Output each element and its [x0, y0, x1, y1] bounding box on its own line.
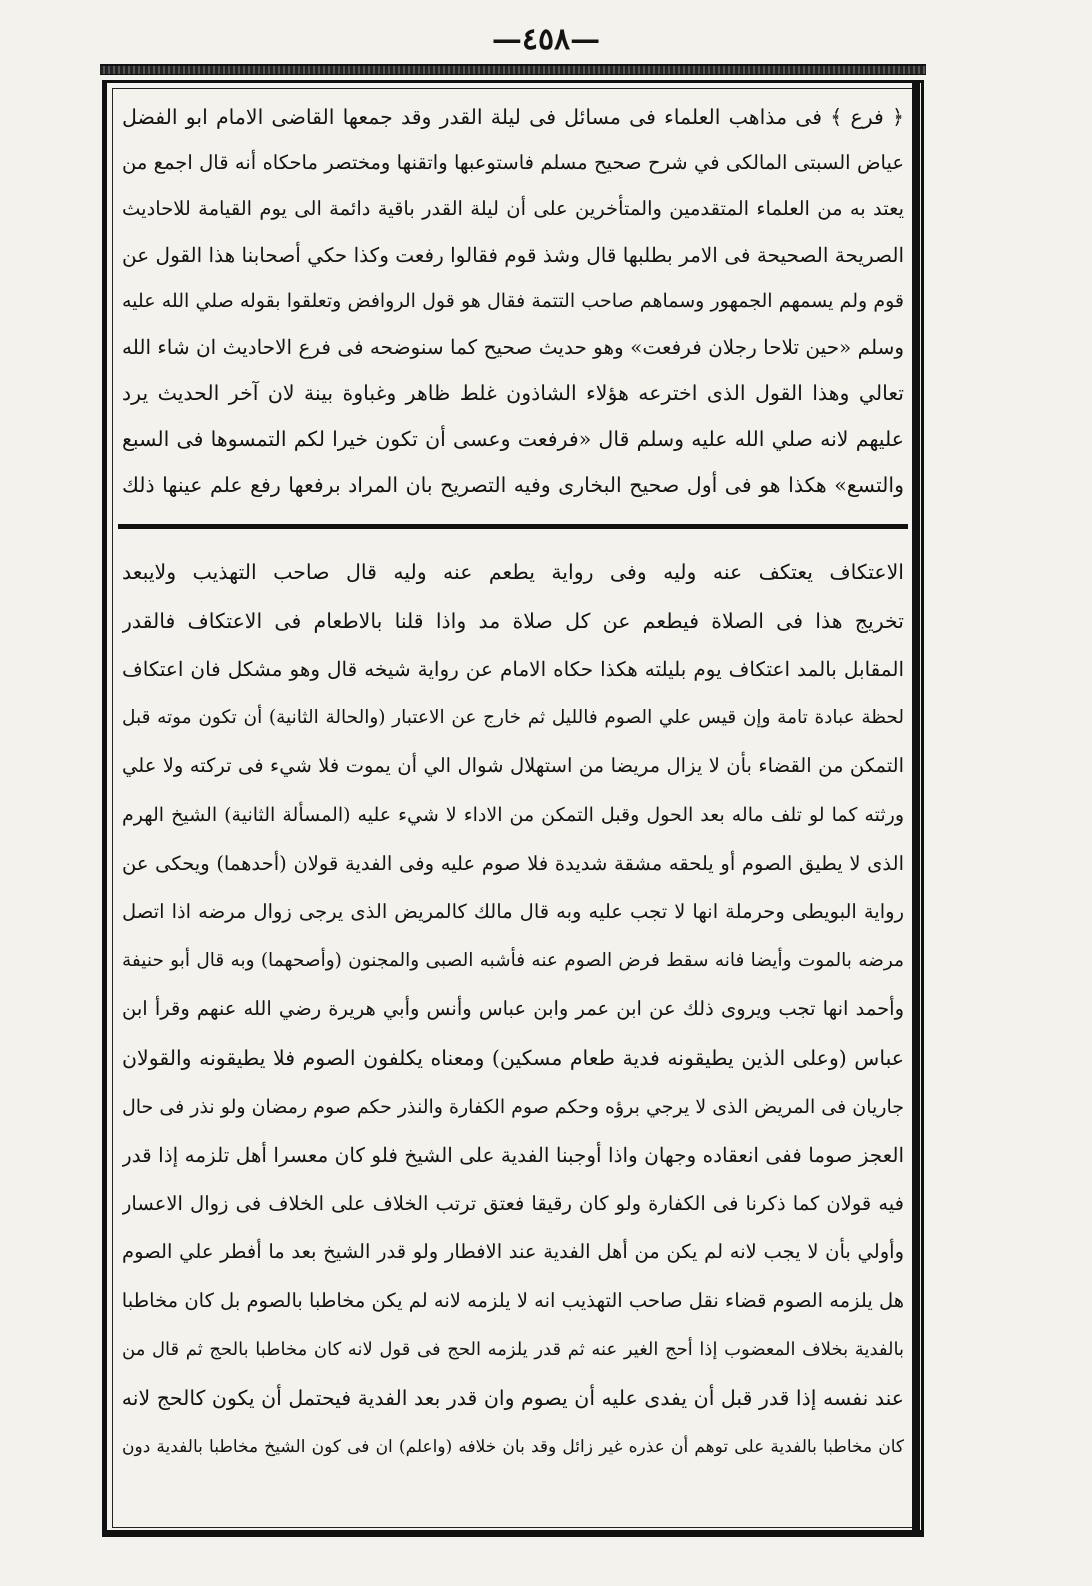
main-text-line: هل يلزمه الصوم قضاء نقل صاحب التهذيب انه لا يلزمه لانه لم يكن مخاطبا بالصوم بل كان مخاطبا: [122, 1288, 904, 1312]
footnote-line: الصريحة الصحيحة فى الامر بطلبها قال وشذ قوم فقالوا رفعت وكذا حكي أصحابنا هذا القول عن: [122, 243, 904, 267]
main-text-line: وأولي بأن لا يجب لانه لم يكن من أهل الفدية عند الافطار ولو قدر الشيخ بعد ما أفطر علي الصوم: [122, 1240, 904, 1264]
main-text-line: رواية البويطى وحرملة انها لا تجب عليه وبه قال مالك كالمريض الذى يرجى زوال مرضه اذا اتصل: [122, 900, 904, 924]
main-text-line: العجز صوما ففى انعقاده وجهان واذا أوجبنا الفدية على الشيخ فلو كان معسرا أهل تلزمه إذا قدر: [122, 1143, 904, 1168]
main-text-line: جاريان فى المريض الذى لا يرجي برؤه وحكم صوم الكفارة والنذر حكم صوم رمضان ولو نذر فى حال: [122, 1095, 904, 1118]
frame-bottom-bar: [102, 1530, 924, 1537]
main-text-line: فيه قولان كما ذكرنا فى الكفارة ولو كان رقيقا فعتق ترتب الخلاف على الخلاف فى زوال الاعسار: [122, 1191, 904, 1215]
page-number: —٤٥٨—: [491, 22, 601, 57]
footnote-line: يعتد به من العلماء المتقدمين والمتأخرين على أن ليلة القدر باقية دائمة الى يوم القيامة للاحاديث: [122, 197, 904, 220]
section-divider: [118, 524, 908, 529]
frame-left-bar: [102, 80, 107, 1536]
main-text-line: تخريج هذا فى الصلاة فيطعم عن كل صلاة مد واذا قلنا بالاطعام فى الاعتكاف فالقدر: [122, 608, 904, 633]
main-text-line: عباس (وعلى الذين يطيقونه فدية طعام مسكين) ومعناه يكلفون الصوم فلا يطيقونه والقولان: [122, 1045, 904, 1070]
main-text-line: ورثته كما لو تلف ماله بعد الحول وقبل التمكن من الاداء لا شيء عليه (المسألة الثانية) الشيخ الهرم: [122, 803, 904, 826]
main-text-line: الاعتكاف يعتكف عنه وليه وفى رواية يطعم عنه وليه قال صاحب التهذيب ولايبعد: [122, 560, 904, 584]
main-text-line: وأحمد انها تجب ويروى ذلك عن ابن عمر وابن عباس وأنس وأبي هريرة رضي الله عنهم وقرأ ابن: [122, 997, 904, 1021]
top-ornamental-rule: [100, 64, 926, 75]
footnote-line: ﴿ فرع ﴾ فى مذاهب العلماء فى مسائل فى ليلة القدر وقد جمعها القاضى الامام ابو الفضل: [122, 105, 904, 129]
main-text-line: الذى لا يطيق الصوم أو يلحقه مشقة شديدة فلا صوم عليه وفى الفدية قولان (أحدهما) ويحكى عن: [122, 851, 904, 875]
main-text-line: المقابل بالمد اعتكاف يوم بليلته هكذا حكاه الامام عن رواية شيخه قال وهو مشكل فان اعتكاف: [122, 657, 904, 682]
footnote-line: عياض السبتى المالكى في شرح صحيح مسلم فاستوعبها واتقنها ومختصر ماحكاه أنه قال اجمع من: [122, 151, 904, 174]
main-text-line: كان مخاطبا بالفدية على توهم أن عذره غير زائل وقد بان خلافه (واعلم) ان فى كون الشيخ مخاطبا بالفدية دون: [122, 1436, 904, 1457]
footnote-line: عليهم لانه صلي الله عليه وسلم قال «فرفعت وعسى أن تكون خيرا لكم التمسوها فى السبع: [122, 427, 904, 451]
main-text-line: مرضه بالموت وأيضا فانه سقط فرض الصوم عنه فأشبه الصبى والمجنون (وأصحهما) وبه قال أبو حنيفة: [122, 949, 904, 971]
footnote-line: وسلم «حين تلاحا رجلان فرفعت» وهو حديث صحيح كما سنوضحه فى فرع الاحاديث ان شاء الله: [122, 335, 904, 359]
main-text-line: لحظة عبادة تامة وإن قيس علي الصوم فالليل ثم خارج عن الاعتبار (والحالة الثانية) أن تكون موته قبل: [122, 706, 904, 728]
main-text-section: [122, 548, 904, 1471]
main-text-line: التمكن من القضاء بأن لا يزال مريضا من استهلال شوال الي أن يموت فلا شيء فى تركته ولا علي: [122, 754, 904, 778]
main-text-line: عند نفسه إذا قدر قبل أن يفدى عليه أن يصوم وان قدر بعد الفدية فيحتمل أن يكون كالحج لانه: [122, 1386, 904, 1411]
main-text-line: بالفدية بخلاف المعضوب إذا أحج الغير عنه ثم قدر يلزمه الحج فى قول لانه كان مخاطبا بالحج ثم قال من: [122, 1338, 904, 1360]
footnote-line: تعالي وهذا القول الذى اخترعه هؤلاء الشاذون غلط ظاهر وغباوة بينة لان آخر الحديث يرد: [122, 381, 904, 405]
footnote-line: قوم ولم يسمهم الجمهور وسماهم صاحب التتمة فقال هو قول الروافض وتعلقوا بقوله صلي الله عليه: [122, 290, 904, 312]
footnote-line: والتسع» هكذا هو فى أول صحيح البخارى وفيه التصريح بان المراد برفعها رفع علم عينها ذلك: [122, 473, 904, 497]
frame-right-bar: [912, 80, 920, 1536]
footnote-section: [122, 94, 904, 508]
